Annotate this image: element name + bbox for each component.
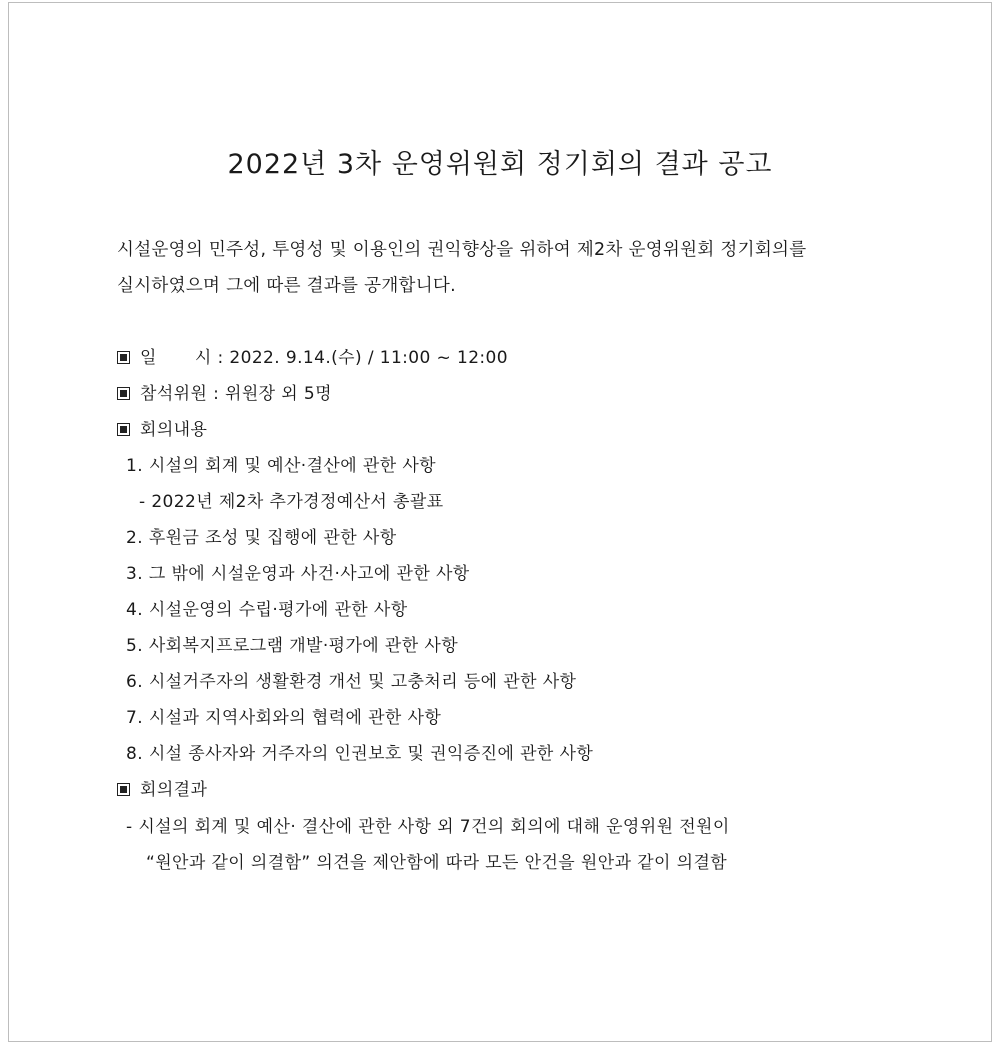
intro-line: 실시하였으며 그에 따른 결과를 공개합니다. xyxy=(117,276,457,296)
agenda-item: 7. 시설과 지역사회와의 협력에 관한 사항 xyxy=(126,708,442,728)
agenda-item: 3. 그 밖에 시설운영과 사건·사고에 관한 사항 xyxy=(126,564,470,584)
results-heading-row xyxy=(117,775,207,800)
agenda-heading: 회의내용 xyxy=(140,420,208,440)
results-heading: 회의결과 xyxy=(140,780,208,800)
agenda-item: 6. 시설거주자의 생활환경 개선 및 고충처리 등에 관한 사항 xyxy=(126,672,577,692)
agenda-item: 8. 시설 종사자와 거주자의 인권보호 및 권익증진에 관한 사항 xyxy=(126,744,594,764)
agenda-item: 2. 후원금 조성 및 집행에 관한 사항 xyxy=(126,528,397,548)
agenda-item: 5. 사회복지프로그램 개발·평가에 관한 사항 xyxy=(126,636,459,656)
intro-paragraph xyxy=(117,232,957,304)
datetime-value: : 2022. 9.14.(수) / 11:00 ~ 12:00 xyxy=(217,348,508,368)
results-line: “원안과 같이 의결함” 의견을 제안함에 따라 모든 안건을 원안과 같이 의결함 xyxy=(146,853,728,873)
results-line: - 시설의 회계 및 예산· 결산에 관한 사항 외 7건의 회의에 대해 운영위원 전원이 xyxy=(126,817,730,837)
agenda-item: 1. 시설의 회계 및 예산·결산에 관한 사항 xyxy=(126,456,436,476)
attendees-row xyxy=(117,379,332,404)
attendees-label: 참석위원 xyxy=(140,384,208,404)
square-bullet-icon xyxy=(117,423,130,436)
square-bullet-icon xyxy=(117,387,130,400)
intro-line: 시설운영의 민주성, 투영성 및 이용인의 권익향상을 위하여 제2차 운영위원회 정기회의를 xyxy=(117,240,807,260)
datetime-label-b: 시 xyxy=(194,348,212,368)
agenda-subitem: - 2022년 제2차 추가경정예산서 총괄표 xyxy=(139,492,444,512)
agenda-item: 4. 시설운영의 수립·평가에 관한 사항 xyxy=(126,600,408,620)
attendees-value: : 위원장 외 5명 xyxy=(213,384,332,404)
square-bullet-icon xyxy=(117,783,130,796)
datetime-row xyxy=(117,343,508,368)
agenda-heading-row xyxy=(117,415,207,440)
datetime-label-a: 일 xyxy=(140,348,157,368)
document-title: 2022년 3차 운영위원회 정기회의 결과 공고 xyxy=(227,149,773,180)
square-bullet-icon xyxy=(117,351,130,364)
